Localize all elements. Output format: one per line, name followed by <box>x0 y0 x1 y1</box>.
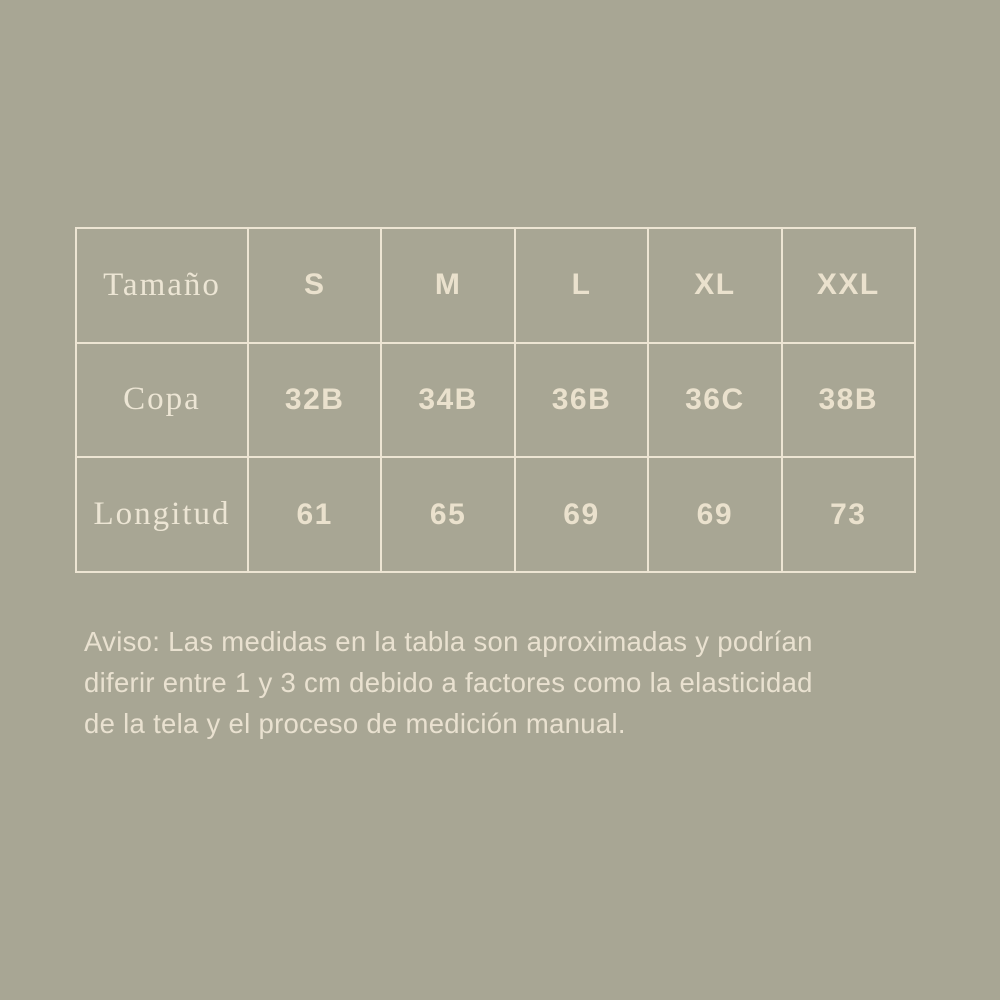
cell-copa-s: 32B <box>248 343 381 458</box>
row-label-copa: Copa <box>76 343 248 458</box>
table-row-copa <box>76 343 915 458</box>
cell-tamano-l: L <box>515 228 648 343</box>
cell-tamano-s: S <box>248 228 381 343</box>
cell-tamano-m: M <box>381 228 514 343</box>
table-row-longitud <box>76 457 915 572</box>
cell-copa-xl: 36C <box>648 343 781 458</box>
row-label-tamano: Tamaño <box>76 228 248 343</box>
cell-tamano-xxl: XXL <box>782 228 915 343</box>
disclaimer-line-2: diferir entre 1 y 3 cm debido a factores como la elasticidad <box>84 667 813 698</box>
cell-longitud-xl: 69 <box>648 457 781 572</box>
cell-longitud-xxl: 73 <box>782 457 915 572</box>
cell-tamano-xl: XL <box>648 228 781 343</box>
disclaimer-text <box>84 621 813 744</box>
cell-longitud-l: 69 <box>515 457 648 572</box>
cell-copa-m: 34B <box>381 343 514 458</box>
table-row-tamano <box>76 228 915 343</box>
row-label-longitud: Longitud <box>76 457 248 572</box>
cell-longitud-s: 61 <box>248 457 381 572</box>
disclaimer-line-3: de la tela y el proceso de medición manual. <box>84 708 626 739</box>
cell-longitud-m: 65 <box>381 457 514 572</box>
cell-copa-l: 36B <box>515 343 648 458</box>
disclaimer-line-1: Aviso: Las medidas en la tabla son aproximadas y podrían <box>84 626 813 657</box>
cell-copa-xxl: 38B <box>782 343 915 458</box>
size-chart-table <box>75 227 916 573</box>
